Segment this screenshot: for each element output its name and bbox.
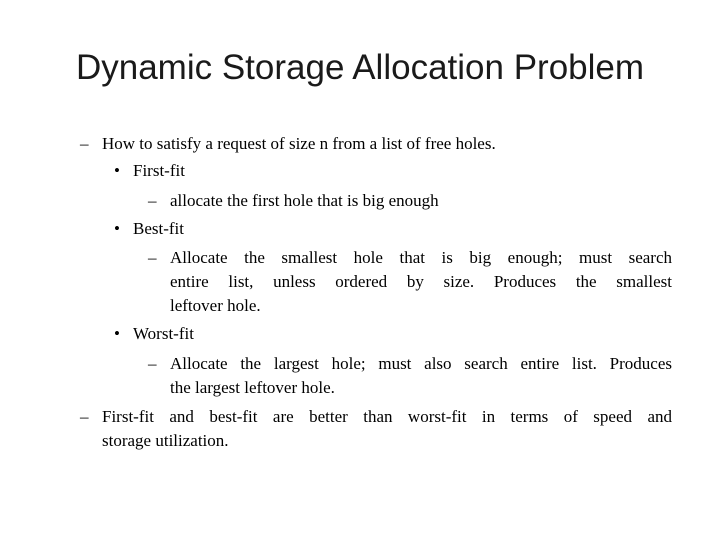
worst-fit-label: Worst-fit <box>133 324 194 343</box>
bullet-text: How to satisfy a request of size n from a list of free holes. <box>102 134 496 153</box>
dot-bullet: • <box>114 324 120 343</box>
best-fit-detail-line: Allocate the smallest hole that is big enough; must search <box>170 248 672 267</box>
dash-bullet: – <box>148 191 157 210</box>
best-fit-detail-line: leftover hole. <box>170 296 261 315</box>
slide-title: Dynamic Storage Allocation Problem <box>75 48 645 87</box>
conclusion-line: storage utilization. <box>102 431 229 450</box>
best-fit-label: Best-fit <box>133 219 184 238</box>
conclusion-line: First-fit and best-fit are better than worst-fit in terms of speed and <box>102 407 672 426</box>
dash-bullet: – <box>80 407 89 426</box>
dash-bullet: – <box>80 134 89 153</box>
dot-bullet: • <box>114 161 120 180</box>
worst-fit-detail-line: Allocate the largest hole; must also search entire list. Produces <box>170 354 672 373</box>
worst-fit-detail-line: the largest leftover hole. <box>170 378 335 397</box>
dash-bullet: – <box>148 248 157 267</box>
dash-bullet: – <box>148 354 157 373</box>
first-fit-detail: allocate the first hole that is big enough <box>170 191 439 210</box>
dot-bullet: • <box>114 219 120 238</box>
first-fit-label: First-fit <box>133 161 185 180</box>
best-fit-detail-line: entire list, unless ordered by size. Produces the smallest <box>170 272 672 291</box>
